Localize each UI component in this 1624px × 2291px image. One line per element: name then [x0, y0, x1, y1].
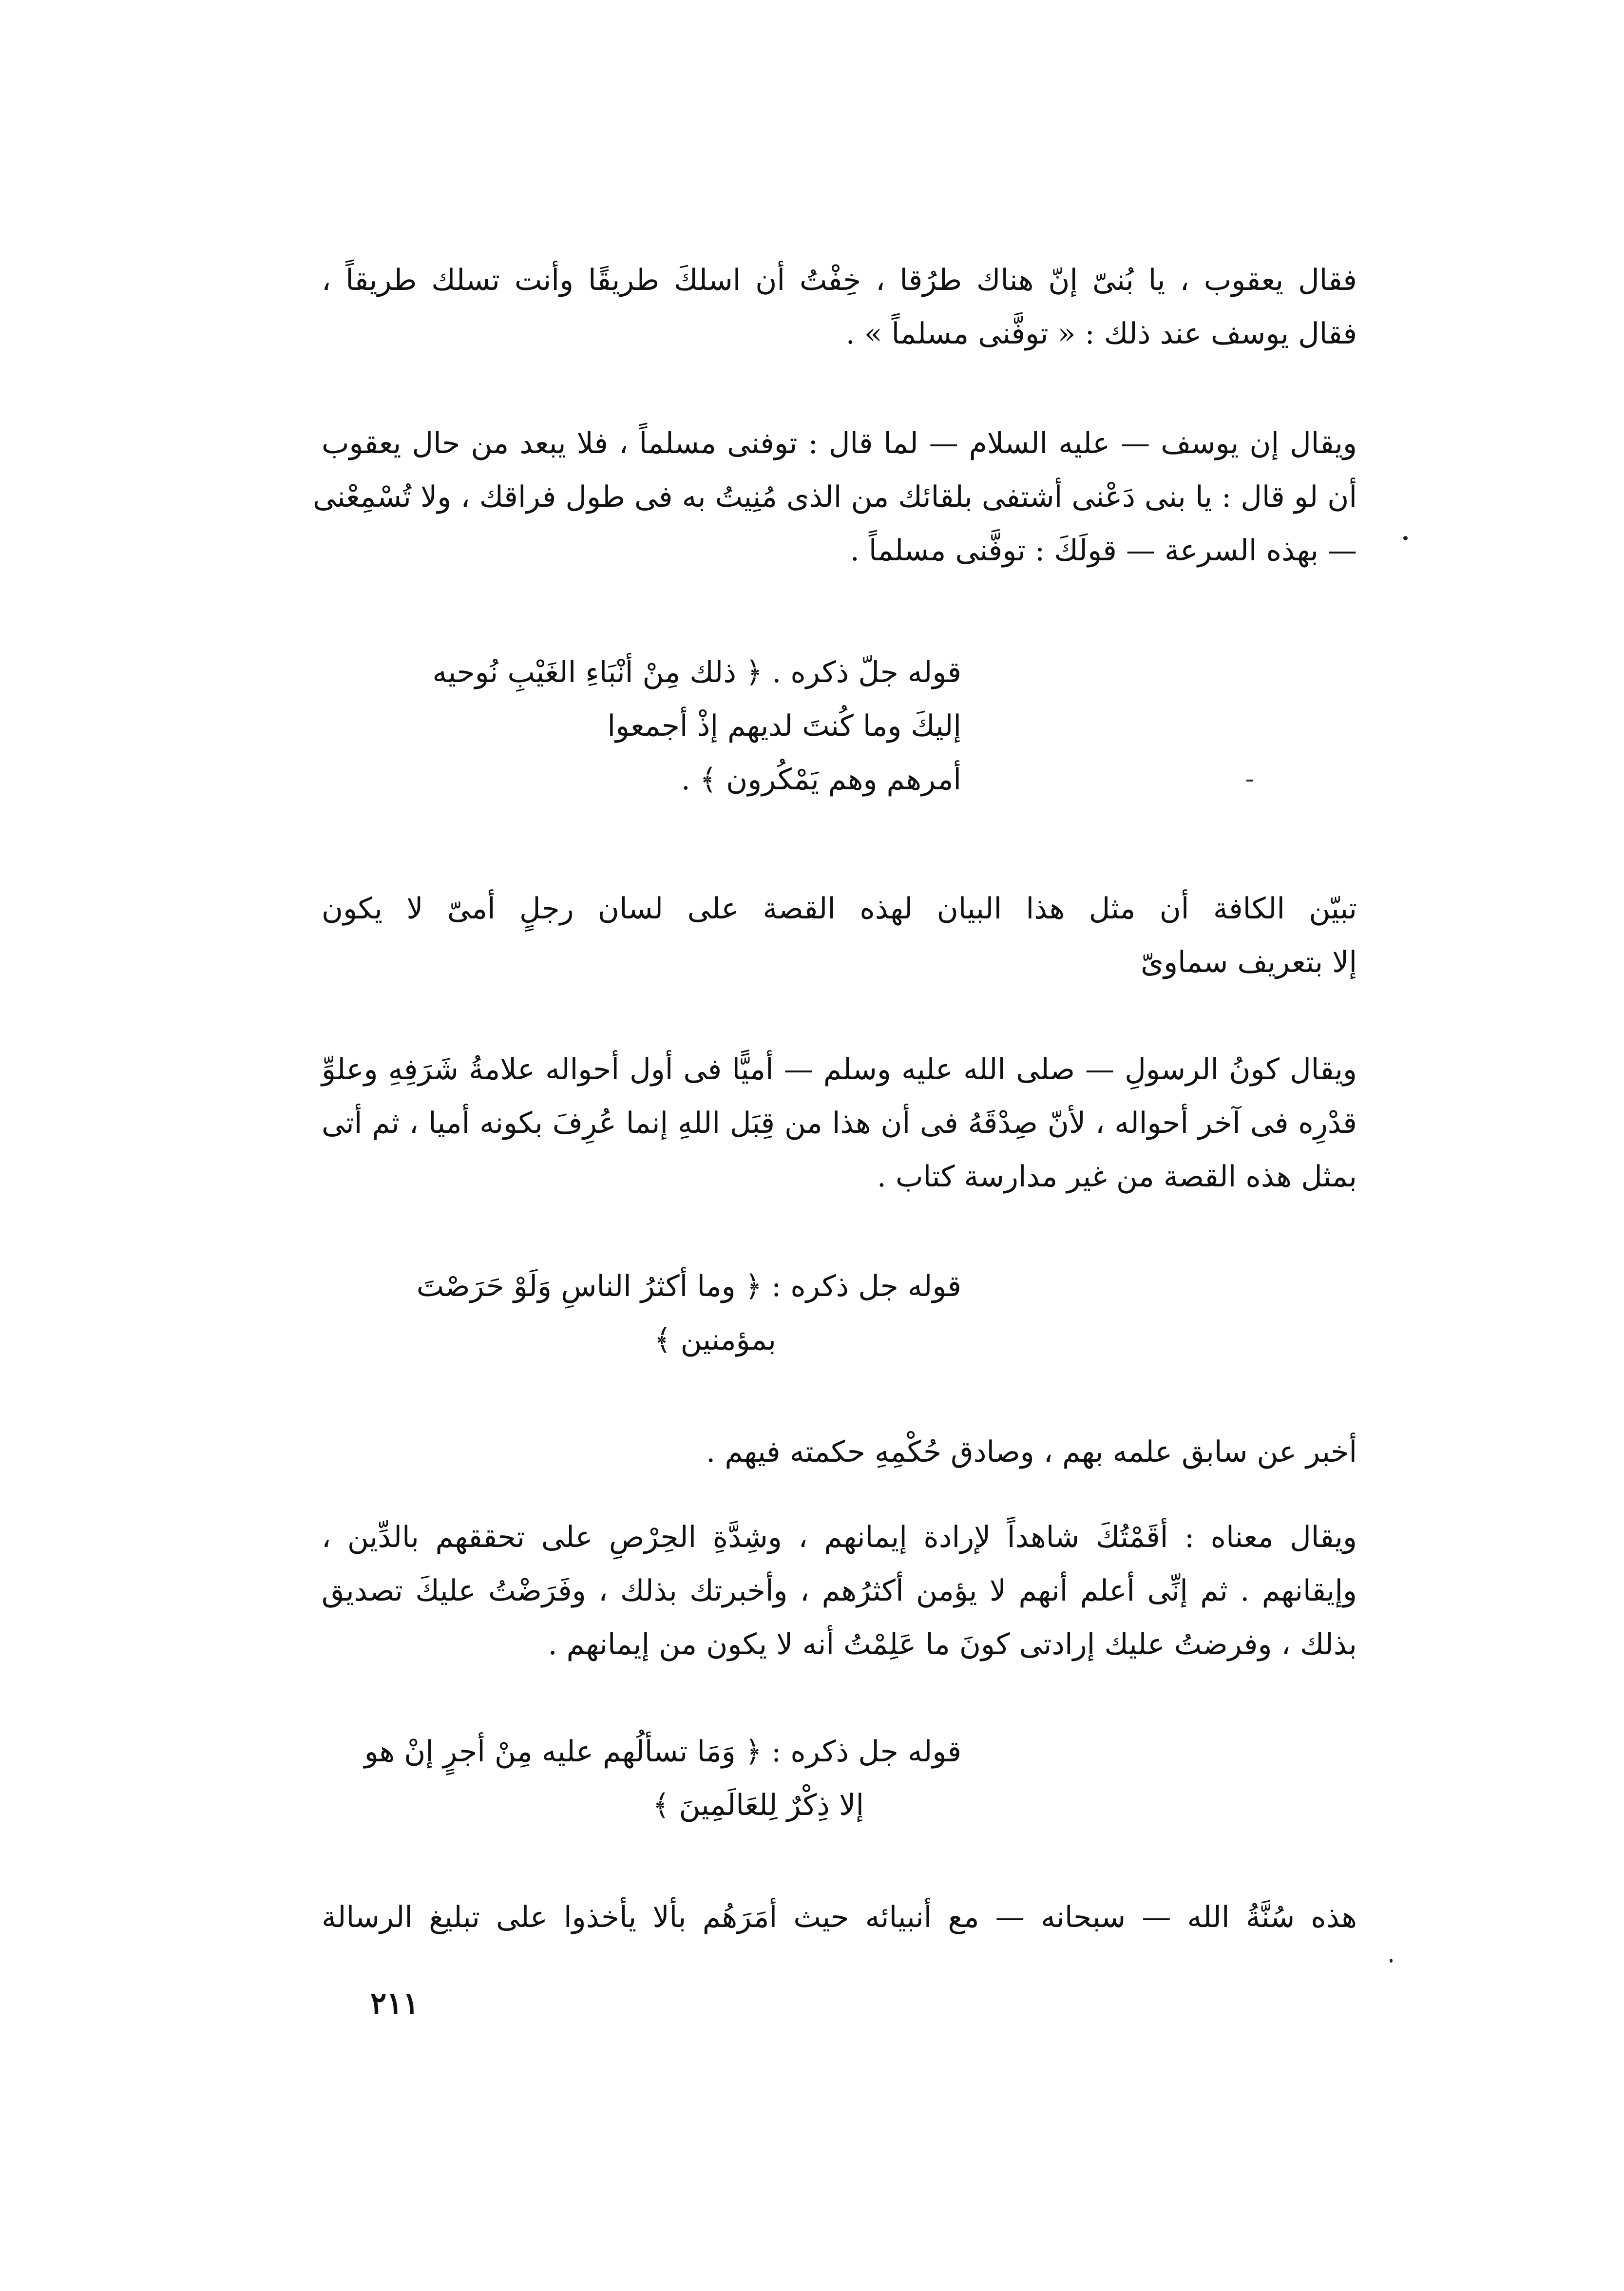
verse-line: قوله جلّ ذكره . ﴿ ذلك مِنْ أنْبَاءِ الغَيْبِ نُوحيه	[432, 655, 961, 689]
paragraph-witness	[322, 1510, 1357, 1671]
text-line: تبيّن الكافة أن مثل هذا البيان لهذه القصة على لسان رجلٍ أمىّ لا يكون	[322, 892, 1357, 926]
verse-line: قوله جل ذكره : ﴿ وما أكثرُ الناسِ وَلَوْ حَرَصْتَ	[416, 1269, 961, 1303]
quran-verse-block	[364, 1725, 961, 1832]
paragraph-prophet-unlettered	[322, 1043, 1357, 1203]
verse-line: إلا ذِكْرٌ لِلعَالَمِينَ ﴾	[652, 1788, 864, 1822]
text-line: بذلك ، وفرضتُ عليك إرادتى كونَ ما عَلِمْتُ أنه لا يكون من إيمانهم .	[548, 1627, 1357, 1661]
verse-line: بمؤمنين ﴾	[654, 1323, 776, 1357]
text-line: بمثل هذه القصة من غير مدارسة كتاب .	[877, 1160, 1357, 1194]
scan-speck	[1246, 780, 1253, 782]
verse-line: أمرهم وهم يَمْكُرون ﴾ .	[681, 763, 961, 797]
text-line: إلا بتعريف سماوىّ	[1141, 945, 1357, 979]
scan-speck	[1403, 536, 1408, 540]
text-line: قدْرِه فى آخر أحواله ، لأنّ صِدْقَهُ فى أن هذا من قِبَل اللهِ إنما عُرِفَ بكونه أميا ، ثم أتى	[322, 1106, 1357, 1140]
text-line: فقال يعقوب ، يا بُنىّ إنّ هناك طرُقا ، خِفْتُ أن اسلكَ طريقًا وأنت تسلك طريقاً ،	[322, 263, 1357, 297]
paragraph-yusuf-death-wish	[312, 417, 1357, 577]
quran-verse-block	[432, 646, 961, 806]
text-line: ويقال كونُ الرسولِ — صلى الله عليه وسلم — أميًّا فى أول أحواله علامةُ شَرَفِهِ وعلوِّ	[322, 1052, 1357, 1087]
page-number: ٢١١	[370, 1986, 419, 2021]
text-line: أخبر عن سابق علمه بهم ، وصادق حُكْمِهِ حكمته فيهم .	[706, 1435, 1357, 1469]
verse-line: قوله جل ذكره : ﴿ وَمَا تسألُهم عليه مِنْ أجرٍ إنْ هو	[364, 1735, 961, 1769]
text-line: ويقال معناه : أقَمْتُكَ شاهداً لإرادة إيمانهم ، وشِدَّةِ الحِرْصِ على تحققهم بالدِّين ،	[322, 1520, 1357, 1554]
text-line: — بهذه السرعة — قولَكَ : توفَّنى مسلماً .	[850, 534, 1357, 568]
text-line: ويقال إن يوسف — عليه السلام — لما قال : توفنى مسلماً ، فلا يبعد من حال يعقوب	[322, 426, 1357, 460]
text-line: هذه سُنَّةُ الله — سبحانه — مع أنبيائه حيث أمَرَهُم بألا يأخذوا على تبليغ الرسالة	[322, 1900, 1357, 1934]
text-line: وإيقانهم . ثم إنِّى أعلم أنهم لا يؤمن أكثرُهم ، وأخبرتك بذلك ، وفَرَضْتُ عليكَ تصديق	[322, 1574, 1357, 1608]
paragraph-heavenly-knowledge	[322, 882, 1357, 989]
paragraph-prior-knowledge	[322, 1425, 1357, 1479]
paragraph-yaqub-warning	[322, 253, 1357, 361]
text-line: أن لو قال : يا بنى دَعْنى أشتفى بلقائك من الذى مُنِيتُ به فى طول فراقك ، ولا تُسْمِعْنى	[312, 480, 1357, 514]
verse-line: إليكَ وما كُنتَ لديهم إذْ أجمعوا	[607, 709, 961, 743]
scan-speck	[1390, 1959, 1393, 1963]
text-line: فقال يوسف عند ذلك : « توفَّنى مسلماً » .	[845, 317, 1357, 351]
paragraph-sunnah-of-allah	[322, 1890, 1357, 1944]
quran-verse-block	[417, 1260, 961, 1367]
